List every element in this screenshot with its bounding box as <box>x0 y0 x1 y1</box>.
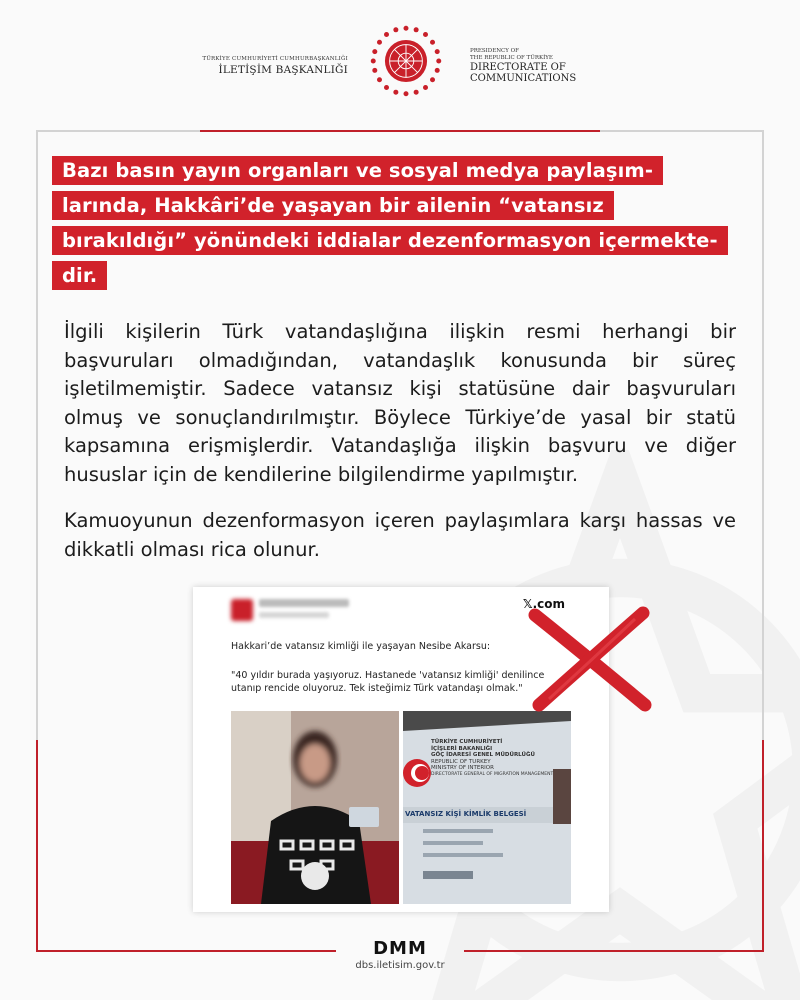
header-right-org <box>470 48 610 84</box>
post-title: Hakkari’de vatansız kimliği ile yaşayan Nesibe Akarsu: <box>231 641 491 652</box>
header-right-small-2: THE REPUBLIC OF TÜRKİYE <box>470 55 553 61</box>
body-text <box>64 318 736 582</box>
headline-line-1: Bazı basın yayın organları ve sosyal medya paylaşım- <box>52 156 663 185</box>
presidential-emblem-icon <box>367 22 445 100</box>
header-left-small: TÜRKİYE CUMHURİYETİ CUMHURBAŞKANLIĞI <box>202 56 348 62</box>
id-card-photo <box>403 711 571 904</box>
false-claim-cross-icon <box>525 605 655 715</box>
id-card-line: İÇİŞLERİ BAKANLIĞI <box>431 745 493 752</box>
blurred-avatar <box>231 599 253 621</box>
id-card-line: TÜRKİYE CUMHURİYETİ <box>431 739 503 745</box>
id-card-line: DIRECTORATE GENERAL OF MIGRATION MANAGEMENT <box>431 771 554 777</box>
blurred-account-handle <box>259 612 329 618</box>
person-photo-illustration <box>231 711 399 904</box>
headline-line-2: larında, Hakkâri’de yaşayan bir ailenin “vatansız <box>52 191 614 220</box>
header-left-title: İLETİŞİM BAŞKANLIĞI <box>218 64 348 76</box>
body-paragraph-1: İlgili kişilerin Türk vatandaşlığına ilişkin resmi herhangi bir başvuruları olmadığından, vatandaşlık konusunda bir süreç işletilmemiştir. Sadece vatansız kişi statüsüne dair başvuruları olmuş ve sonuçlandırılmıştır. Böylece Türkiye’de yasal bir statü kapsamına erişmişlerdir. Vatandaşlığa ilişkin başvuru ve diğer hususlar için de kendilerine bilgilendirme yapılmıştır. <box>64 320 736 486</box>
frame-line <box>36 130 200 132</box>
header-right-small-1: PRESIDENCY OF <box>470 48 519 54</box>
header <box>0 22 800 114</box>
id-card-line: MINISTRY OF INTERIOR <box>431 765 494 771</box>
id-card-line: GÖÇ İDARESİ GENEL MÜDÜRLÜĞÜ <box>431 752 535 758</box>
headline-line-3: bırakıldığı” yönündeki iddialar dezenformasyon içermekte- <box>52 226 728 255</box>
id-card-title: VATANSIZ KİŞİ KİMLİK BELGESİ <box>405 810 527 818</box>
blurred-person-photo <box>231 711 399 904</box>
id-card-line: REPUBLIC OF TURKEY <box>431 758 491 765</box>
post-quote: "40 yıldır burada yaşıyoruz. Hastanede 'vatansız kimliği' denilince utanıp rencide oluyoruz. Tek isteğimiz Türk vatandaşı olmak." <box>231 670 545 694</box>
header-right-title-1: DIRECTORATE OF <box>470 62 566 73</box>
headline <box>52 156 752 296</box>
body-paragraph-2: Kamuoyunun dezenformasyon içeren paylaşımlara karşı hassas ve dikkatli olması rica olunur. <box>64 509 736 561</box>
header-right-title-2: COMMUNICATIONS <box>470 73 577 84</box>
frame-accent-top <box>200 130 600 132</box>
header-left-org <box>200 56 348 76</box>
headline-line-4: dir. <box>52 261 107 290</box>
footer-url[interactable]: dbs.iletisim.gov.tr <box>355 960 445 971</box>
id-card-header <box>431 739 571 778</box>
dmm-logo: DMM <box>373 938 427 959</box>
frame-line <box>600 130 764 132</box>
x-logo: 𝕏.com <box>522 597 565 611</box>
frame-accent-left <box>36 740 38 952</box>
blurred-account-name <box>259 599 349 607</box>
frame-accent-right <box>762 740 764 952</box>
